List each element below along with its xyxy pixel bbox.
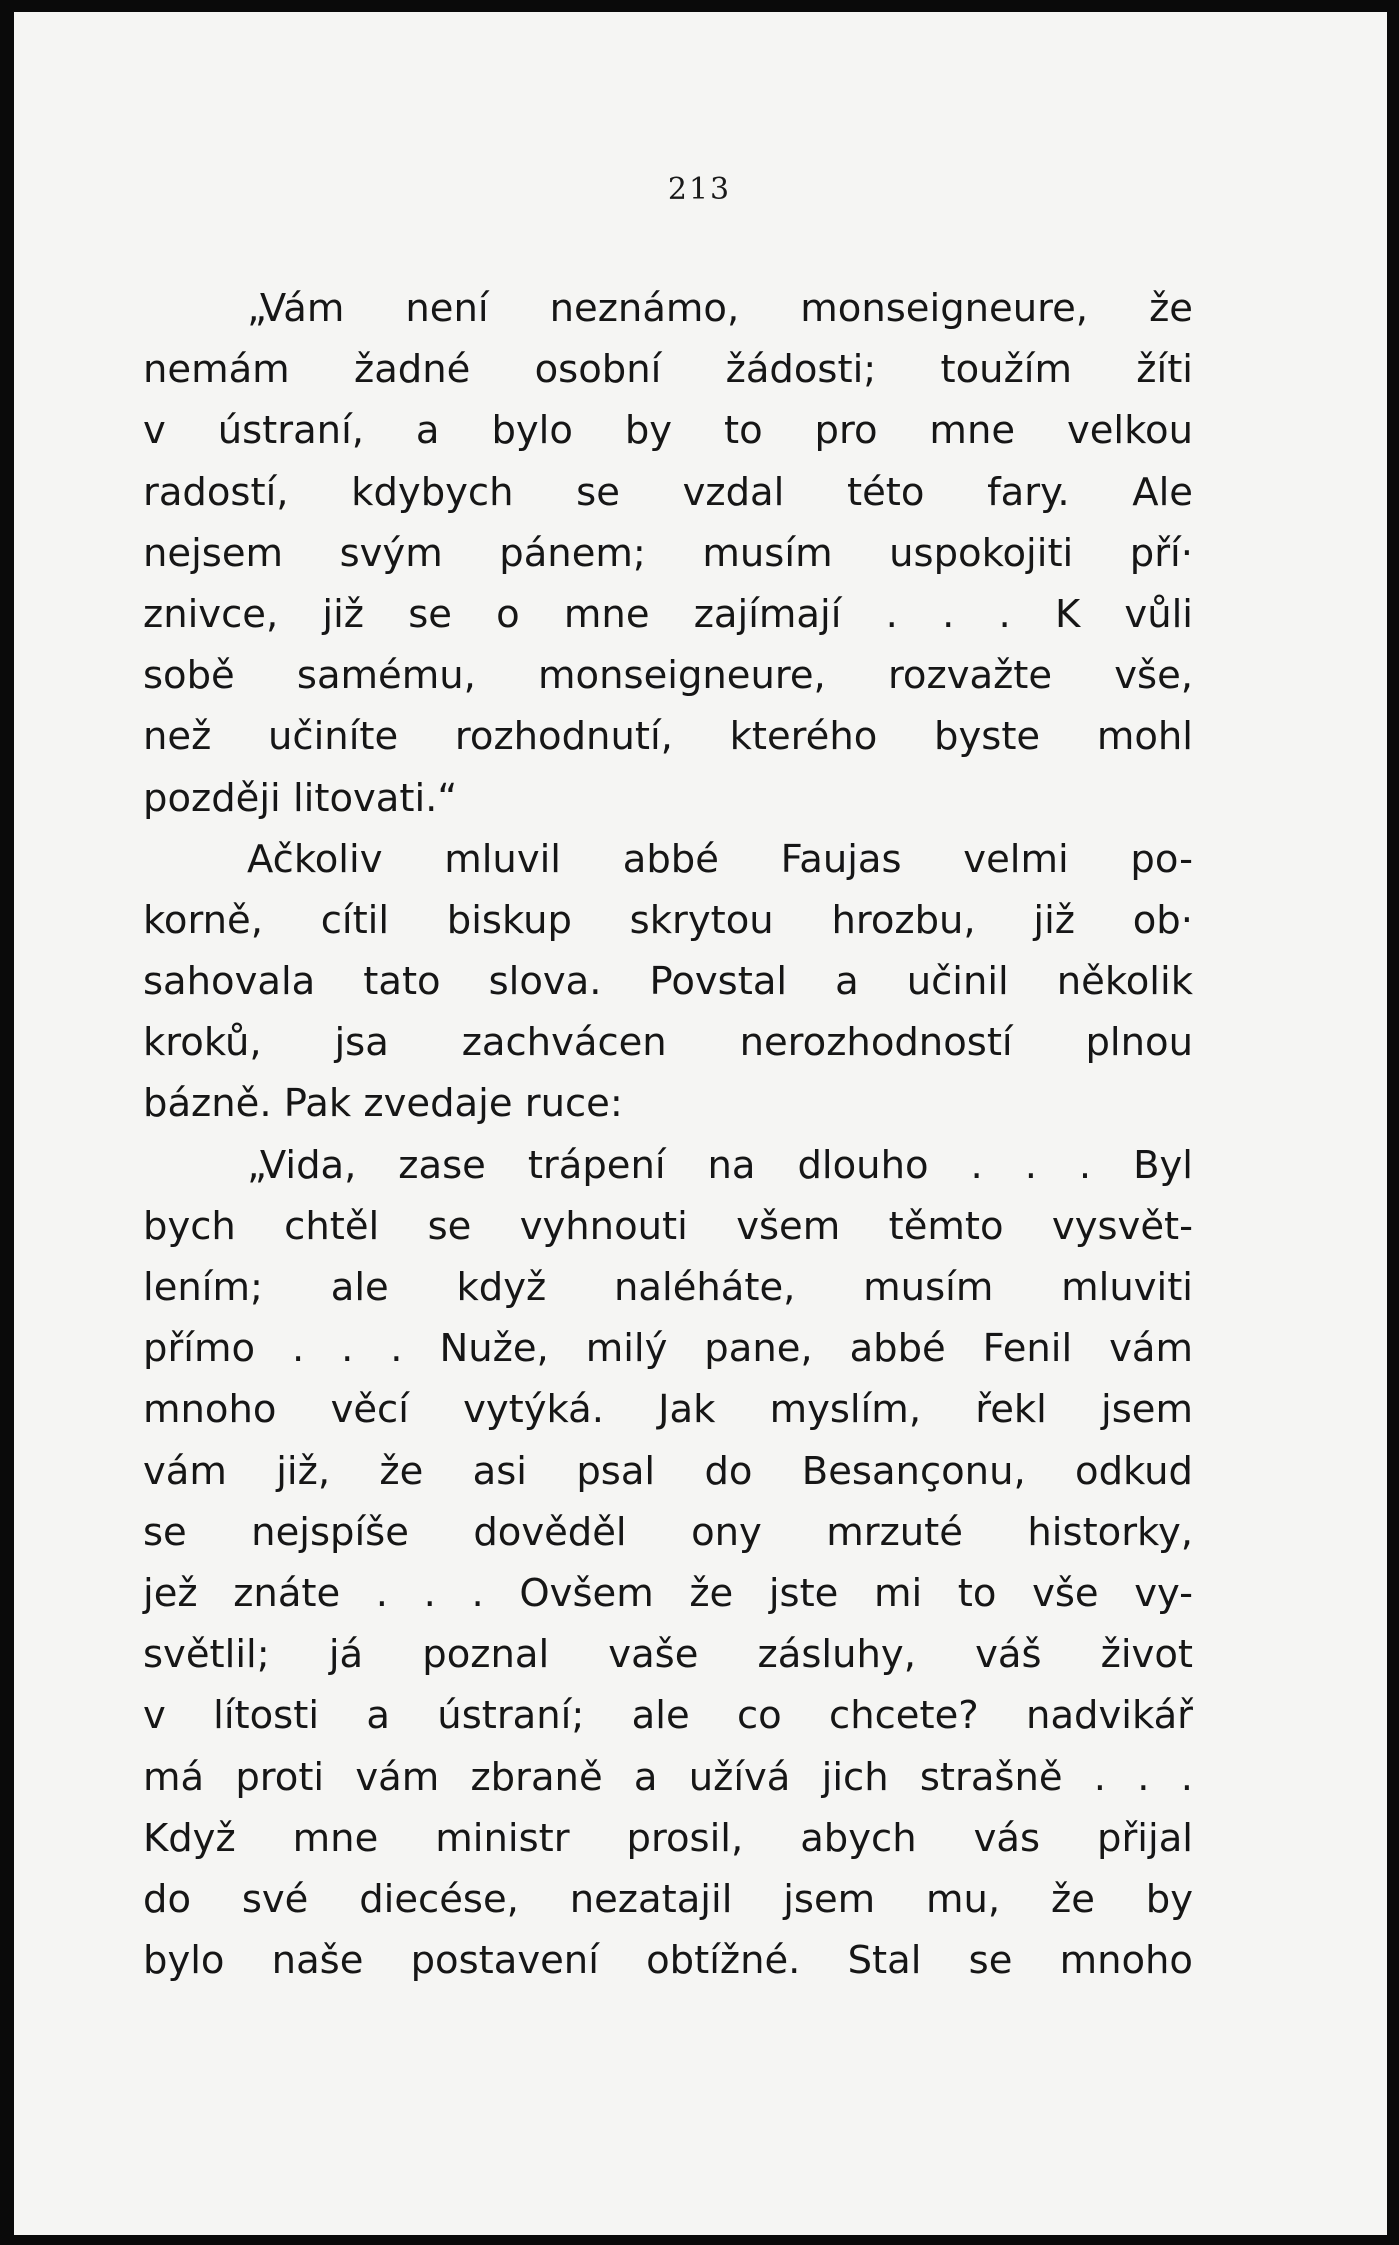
text-line: znivce, již se o mne zajímají . . . K vůli — [143, 591, 1193, 637]
text-line: se nejspíše dověděl ony mrzuté historky, — [143, 1509, 1193, 1555]
text-line: radostí, kdybych se vzdal této fary. Ale — [143, 469, 1193, 515]
text-line: bych chtěl se vyhnouti všem těmto vysvět- — [143, 1203, 1193, 1249]
text-line: v lítosti a ústraní; ale co chcete? nadvikář — [143, 1693, 1193, 1739]
text-line: nejsem svým pánem; musím uspokojiti pří· — [143, 530, 1193, 576]
text-line: sobě samému, monseigneure, rozvažte vše, — [143, 653, 1193, 699]
text-line: mnoho věcí vytýká. Jak myslím, řekl jsem — [143, 1387, 1193, 1433]
text-line: Když mne ministr prosil, abych vás přijal — [143, 1815, 1193, 1861]
scan-border-top — [0, 0, 1399, 12]
text-line: „Vida, zase trápení na dlouho . . . Byl — [247, 1142, 1193, 1188]
text-line: v ústraní, a bylo by to pro mne velkou — [143, 408, 1193, 454]
text-line: než učiníte rozhodnutí, kterého byste mohl — [143, 714, 1193, 760]
text-line: „Vám není neznámo, monseigneure, že — [247, 286, 1193, 331]
text-line: Ačkoliv mluvil abbé Faujas velmi po- — [247, 836, 1193, 882]
text-line: sahovala tato slova. Povstal a učinil několik — [143, 959, 1193, 1005]
text-line: přímo . . . Nuže, milý pane, abbé Fenil vám — [143, 1326, 1193, 1372]
text-line: kroků, jsa zachvácen nerozhodností plnou — [143, 1020, 1193, 1066]
text-line: jež znáte . . . Ovšem že jste mi to vše vy- — [143, 1570, 1193, 1616]
text-line: má proti vám zbraně a užívá jich strašně . . . — [143, 1754, 1193, 1800]
text-line: světlil; já poznal vaše zásluhy, váš život — [143, 1632, 1193, 1678]
scan-border-left — [0, 0, 14, 2245]
text-line: vám již, že asi psal do Besançonu, odkud — [143, 1448, 1193, 1494]
text-line: do své diecése, nezatajil jsem mu, že by — [143, 1876, 1193, 1922]
text-line: bázně. Pak zvedaje ruce: — [143, 1081, 623, 1127]
text-line: nemám žadné osobní žádosti; toužím žíti — [143, 347, 1193, 393]
text-line: bylo naše postavení obtížné. Stal se mnoho — [143, 1938, 1193, 1984]
scan-border-right — [1387, 0, 1399, 2245]
body-text — [143, 278, 1193, 1991]
text-line: lením; ale když naléháte, musím mluviti — [143, 1265, 1193, 1310]
text-line: korně, cítil biskup skrytou hrozbu, již ob· — [143, 897, 1193, 943]
text-line: později litovati.“ — [143, 775, 458, 821]
page-number: 213 — [667, 172, 732, 207]
scan-border-bottom — [0, 2235, 1399, 2245]
